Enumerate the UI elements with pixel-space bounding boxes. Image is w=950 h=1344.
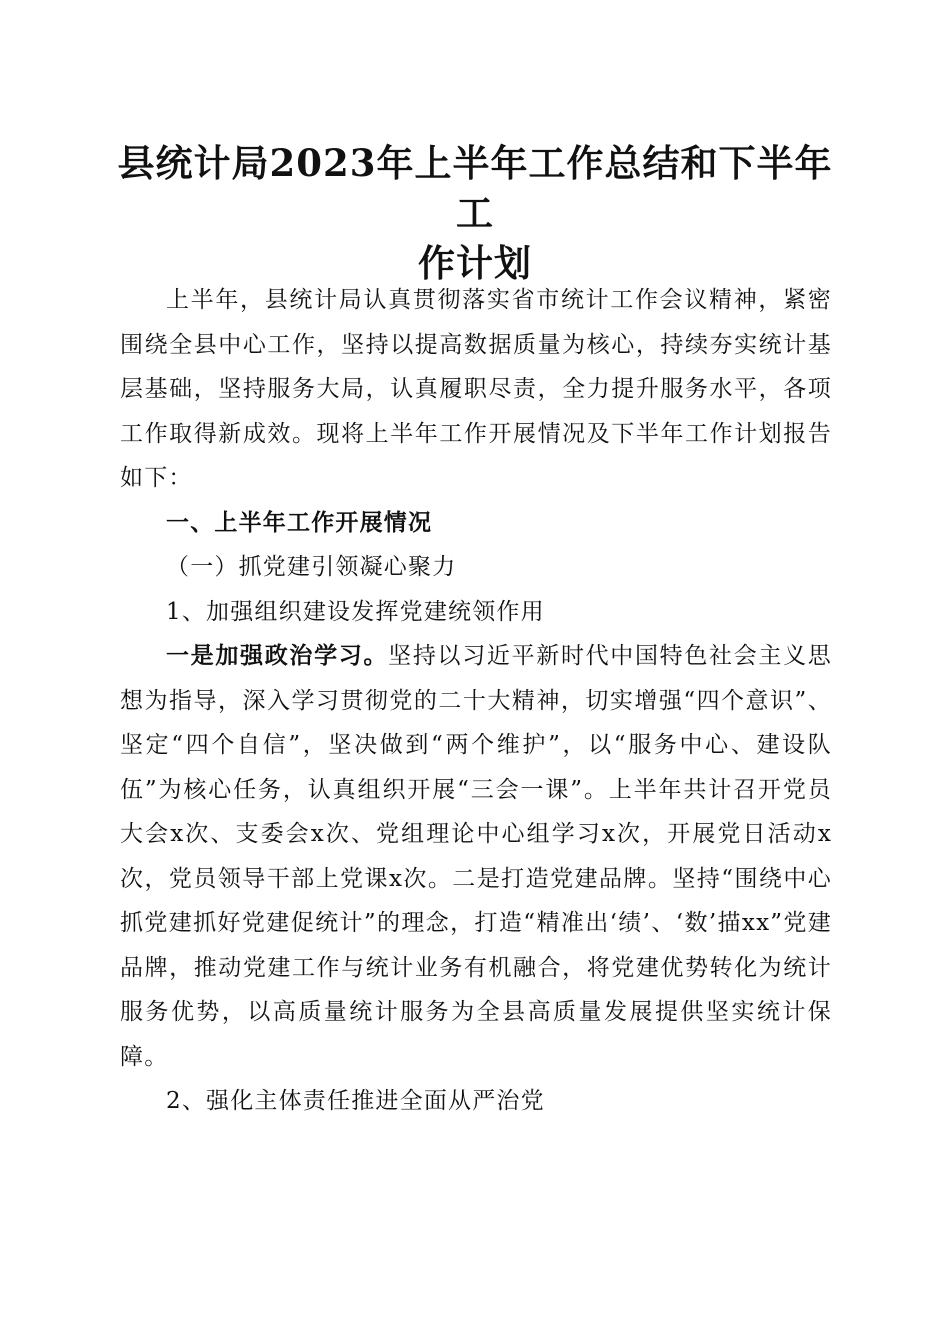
item-heading-2: 2、强化主体责任推进全面从严治党 (166, 1088, 545, 1114)
document-title (110, 138, 840, 288)
subsection-heading-1: （一）抓党建引领凝心聚力 (166, 554, 457, 580)
paragraph-1 (120, 634, 832, 1079)
section-heading-1: 一、上半年工作开展情况 (166, 509, 433, 536)
title-line-1: 县统计局2023年上半年工作总结和下半年工 (117, 141, 833, 235)
title-line-2: 作计划 (418, 241, 532, 285)
document-body (120, 278, 832, 1124)
item-heading-1: 1、加强组织建设发挥党建统领作用 (166, 598, 545, 625)
paragraph-1-body: 坚持以习近平新时代中国特色社会主义思想为指导，深入学习贯彻党的二十大精神，切实增强“四个意识”、坚定“四个自信”，坚决做到“两个维护”，以“服务中心、建设队伍”为核心任务，认真组织开展“三会一课”。上半年共计召开党员大会x次、支委会x次、党组理论中心组学习x次，开展党日活动x次，党员领导干部上党课x次。二是打造党建品牌。坚持“围绕中心抓党建抓好党建促统计”的理念，打造“精准出‘绩’、‘数’描xx”党建品牌，推动党建工作与统计业务有机融合，将党建优势转化为统计服务优势，以高质量统计服务为全县高质量发展提供坚实统计保障。 (120, 643, 832, 1070)
paragraph-1-lead: 一是加强政治学习。 (166, 643, 389, 669)
intro-paragraph: 上半年，县统计局认真贯彻落实省市统计工作会议精神，紧密围绕全县中心工作，坚持以提高数据质量为核心，持续夯实统计基层基础，坚持服务大局，认真履职尽责，全力提升服务水平，各项工作取得新成效。现将上半年工作开展情况及下半年工作计划报告如下： (120, 287, 832, 491)
